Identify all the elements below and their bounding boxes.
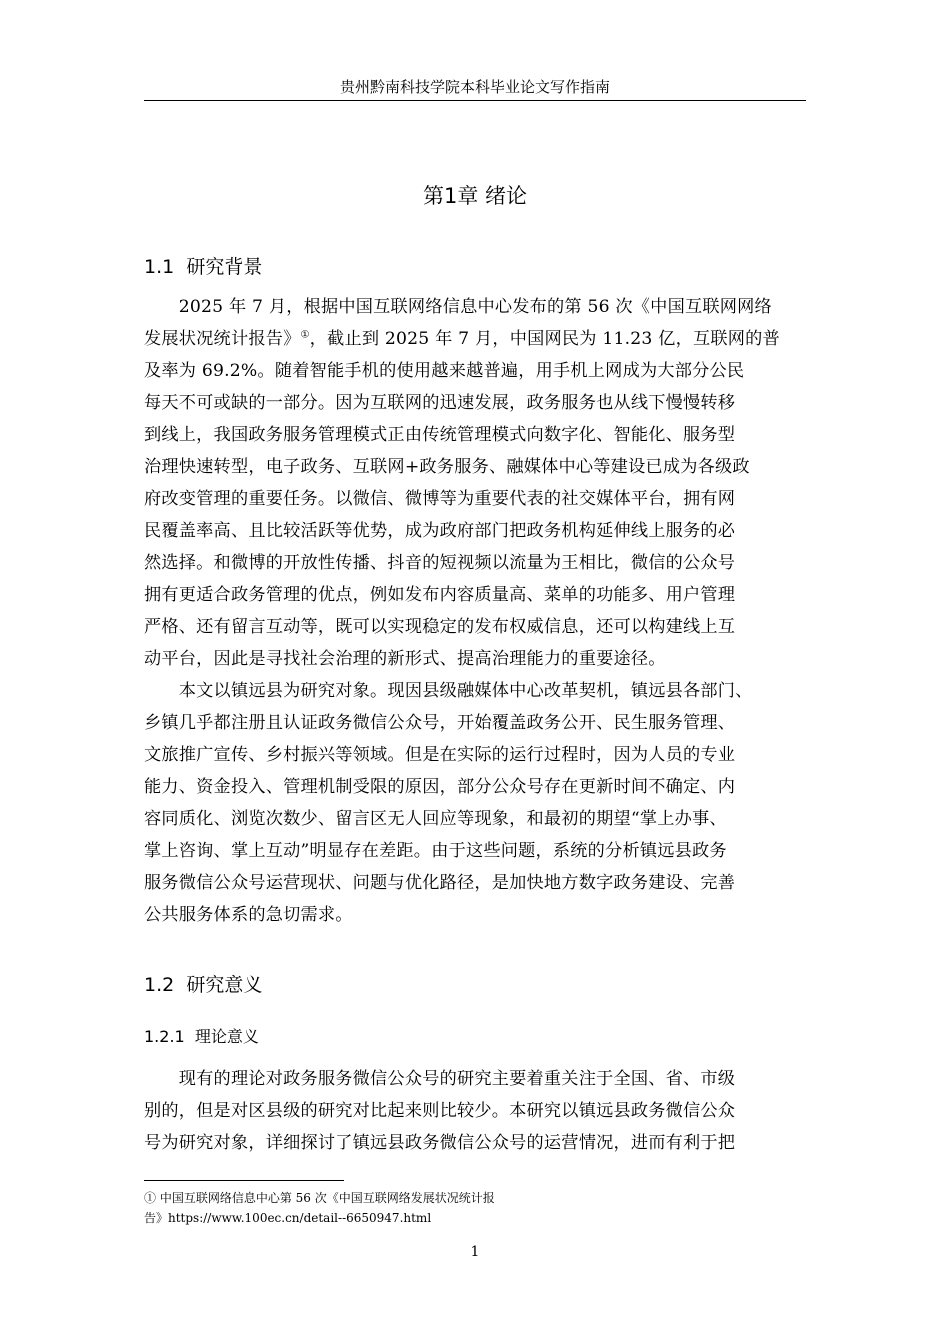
subsection-title: 理论意义 [194,1027,259,1046]
text-line: 号为研究对象，详细探讨了镇远县政务微信公众号的运营情况，进而有利于把 [144,1133,736,1153]
text-line: 容同质化、浏览次数少、留言区无人回应等现象，和最初的期望“掌上办事、 [144,809,727,829]
paragraph-research-background-2 [144,675,806,931]
paragraph-theoretical-significance [144,1063,806,1159]
text-line [144,323,806,355]
footnote-reference[interactable]: ① [300,329,310,341]
section-number: 1.1 [144,256,175,278]
subsection-heading-1-2-1 [144,1024,259,1050]
section-number: 1.2 [144,974,175,996]
section-title: 研究意义 [186,974,263,996]
text-line: 然选择。和微博的开放性传播、抖音的短视频以流量为王相比，微信的公众号 [144,553,736,573]
text-line: 别的，但是对区县级的研究对比起来则比较少。本研究以镇远县政务微信公众 [144,1101,736,1121]
text-line: 能力、资金投入、管理机制受限的原因，部分公众号存在更新时间不确定、内 [144,777,736,797]
paragraph-research-background-1 [144,291,806,707]
subsection-number: 1.2.1 [144,1027,185,1046]
text-line: 到线上，我国政务服务管理模式正由传统管理模式向数字化、智能化、服务型 [144,425,736,445]
footnote [144,1188,806,1228]
footnote-mark: ① [144,1191,157,1205]
text-line: 2025 年 7 月，根据中国互联网络信息中心发布的第 56 次《中国互联网网络 [144,297,772,317]
text-line: 严格、还有留言互动等，既可以实现稳定的发布权威信息，还可以构建线上互 [144,617,736,637]
footnote-separator [144,1180,344,1181]
footnote-line [144,1188,806,1208]
running-header: 贵州黔南科技学院本科毕业论文写作指南 [144,76,806,101]
text-line: 公共服务体系的急切需求。 [144,905,353,925]
chapter-title: 第1章 绪论 [422,184,528,208]
text-line: 文旅推广宣传、乡村振兴等领域。但是在实际的运行过程时，因为人员的专业 [144,745,736,765]
text-line: 治理快速转型，电子政务、互联网+政务服务、融媒体中心等建设已成为各级政 [144,457,750,477]
text-line: 府改变管理的重要任务。以微信、微博等为重要代表的社交媒体平台，拥有网 [144,489,736,509]
text-line: 服务微信公众号运营现状、问题与优化路径，是加快地方数字政务建设、完善 [144,873,736,893]
section-heading-1-2 [144,971,262,999]
footnote-text: 中国互联网络信息中心第 56 次《中国互联网络发展状况统计报 [159,1191,495,1205]
text-line: 拥有更适合政务管理的优点，例如发布内容质量高、菜单的功能多、用户管理 [144,585,736,605]
text-line: 掌上咨询、掌上互动”明显存在差距。由于这些问题，系统的分析镇远县政务 [144,841,727,861]
page-number: 1 [470,1244,480,1260]
section-title: 研究背景 [186,256,263,278]
text-span: 发展状况统计报告》 [144,329,301,349]
text-line: 及率为 69.2%。随着智能手机的使用越来越普遍，用手机上网成为大部分公民 [144,361,745,381]
text-line: 本文以镇远县为研究对象。现因县级融媒体中心改革契机，镇远县各部门、 [144,681,753,701]
text-line: 现有的理论对政务服务微信公众号的研究主要着重关注于全国、省、市级 [144,1069,736,1089]
text-line: 乡镇几乎都注册且认证政务微信公众号，开始覆盖政务公开、民生服务管理、 [144,713,736,733]
text-line: 动平台，因此是寻找社会治理的新形式、提高治理能力的重要途径。 [144,649,666,669]
text-line: 每天不可或缺的一部分。因为互联网的迅速发展，政务服务也从线下慢慢转移 [144,393,736,413]
section-heading-1-1 [144,253,262,281]
footnote-line: 告》https://www.100ec.cn/detail--6650947.html [144,1211,432,1225]
text-span: ，截止到 2025 年 7 月，中国网民为 11.23 亿，互联网的普 [309,329,780,349]
text-line: 民覆盖率高、且比较活跃等优势，成为政府部门把政务机构延伸线上服务的必 [144,521,736,541]
